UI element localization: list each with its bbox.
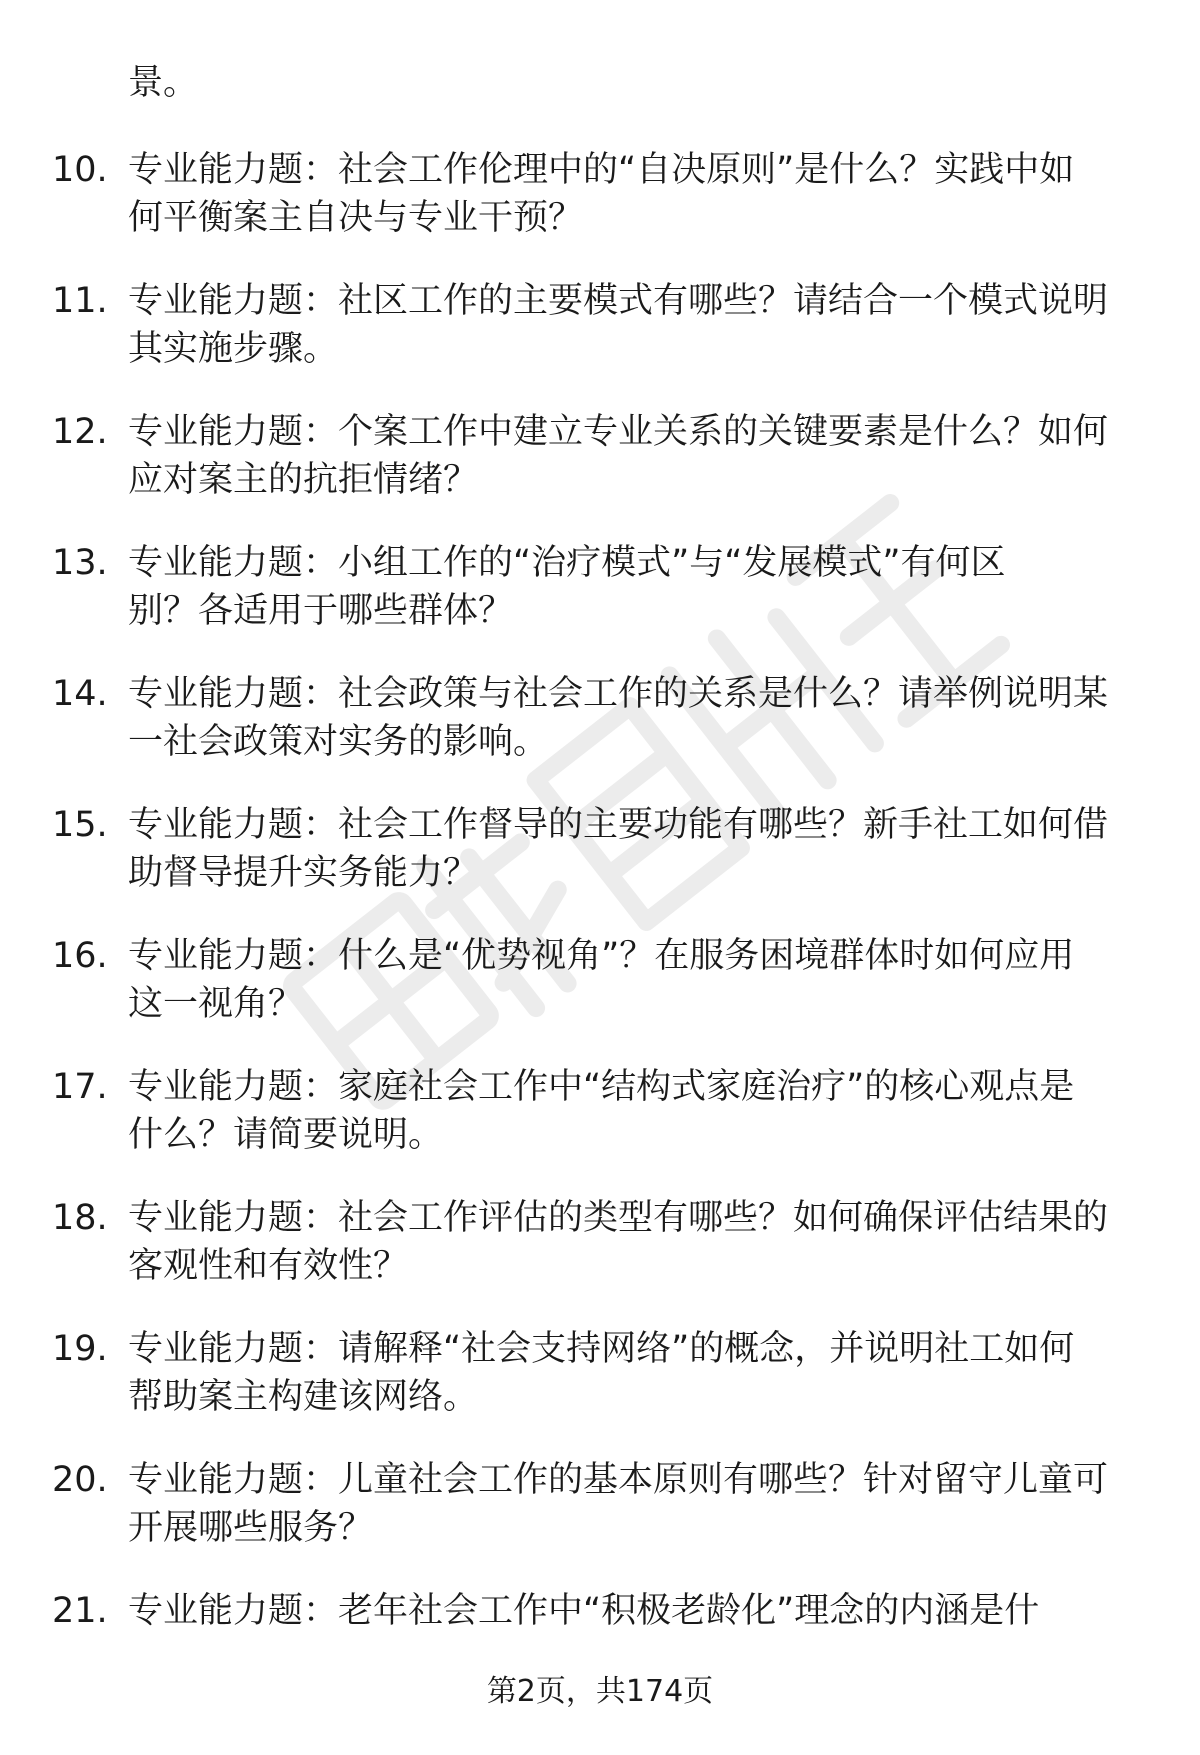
- question-number: 14.: [52, 674, 108, 714]
- question-number: 11.: [52, 281, 108, 321]
- question-item: [0, 1455, 1200, 1586]
- question-number: 19.: [52, 1329, 108, 1369]
- question-text-line-1: 专业能力题：个案工作中建立专业关系的关键要素是什么？如何: [128, 412, 1109, 452]
- question-text-line-2: 什么？请简要说明。: [128, 1115, 444, 1155]
- question-number: 18.: [52, 1198, 108, 1238]
- question-number: 17.: [52, 1067, 108, 1107]
- question-number: 15.: [52, 805, 108, 845]
- question-text-line-1: 专业能力题：请解释“社会支持网络”的概念，并说明社工如何: [128, 1329, 1075, 1369]
- question-text-line-2: 何平衡案主自决与专业干预？: [128, 198, 584, 238]
- question-item: [0, 1193, 1200, 1324]
- question-text-line-1: 专业能力题：社会政策与社会工作的关系是什么？请举例说明某: [128, 674, 1109, 714]
- question-number: 16.: [52, 936, 108, 976]
- page-footer: 第2页，共174页: [486, 1674, 714, 1709]
- question-text-line-1: 专业能力题：社会工作督导的主要功能有哪些？新手社工如何借: [128, 805, 1109, 845]
- question-text-line-1: 专业能力题：什么是“优势视角”？在服务困境群体时如何应用: [128, 936, 1075, 976]
- question-item: [0, 1324, 1200, 1455]
- question-text-line-2: 一社会政策对实务的影响。: [128, 722, 549, 762]
- question-number: 13.: [52, 543, 108, 583]
- question-number: 21.: [52, 1591, 108, 1631]
- question-text-line-2: 应对案主的抗拒情绪？: [128, 460, 479, 500]
- question-text-line-2: 助督导提升实务能力？: [128, 853, 479, 893]
- question-text-line-1: 专业能力题：社会工作评估的类型有哪些？如何确保评估结果的: [128, 1198, 1109, 1238]
- question-text-line-1: 专业能力题：老年社会工作中“积极老龄化”理念的内涵是什: [128, 1591, 1040, 1631]
- question-item: [0, 800, 1200, 931]
- question-item: [0, 1062, 1200, 1193]
- question-text-line-2: 客观性和有效性？: [128, 1246, 409, 1286]
- question-text-line-2: 开展哪些服务？: [128, 1508, 374, 1548]
- question-text-line-1: 专业能力题：社会工作伦理中的“自决原则”是什么？实践中如: [128, 150, 1075, 190]
- question-item: [0, 276, 1200, 407]
- question-item: [0, 538, 1200, 669]
- question-number: 12.: [52, 412, 108, 452]
- question-number: 20.: [52, 1460, 108, 1500]
- question-text-line-2: 这一视角？: [128, 984, 304, 1024]
- question-item: [0, 145, 1200, 276]
- question-item: [0, 669, 1200, 800]
- question-item: [0, 931, 1200, 1062]
- question-text-line-2: 其实施步骤。: [128, 329, 339, 369]
- question-text-line-1: 专业能力题：家庭社会工作中“结构式家庭治疗”的核心观点是: [128, 1067, 1075, 1107]
- question-text-line-2: 帮助案主构建该网络。: [128, 1377, 479, 1417]
- question-text-line-1: 专业能力题：小组工作的“治疗模式”与“发展模式”有何区: [128, 543, 1006, 583]
- question-list: [0, 145, 1200, 1717]
- question-text-line-1: 专业能力题：社区工作的主要模式有哪些？请结合一个模式说明: [128, 281, 1109, 321]
- question-item: [0, 407, 1200, 538]
- question-number: 10.: [52, 150, 108, 190]
- question-text-line-1: 专业能力题：儿童社会工作的基本原则有哪些？针对留守儿童可: [128, 1460, 1109, 1500]
- continuation-text: 景。: [128, 63, 199, 103]
- question-text-line-2: 别？各适用于哪些群体？: [128, 591, 514, 631]
